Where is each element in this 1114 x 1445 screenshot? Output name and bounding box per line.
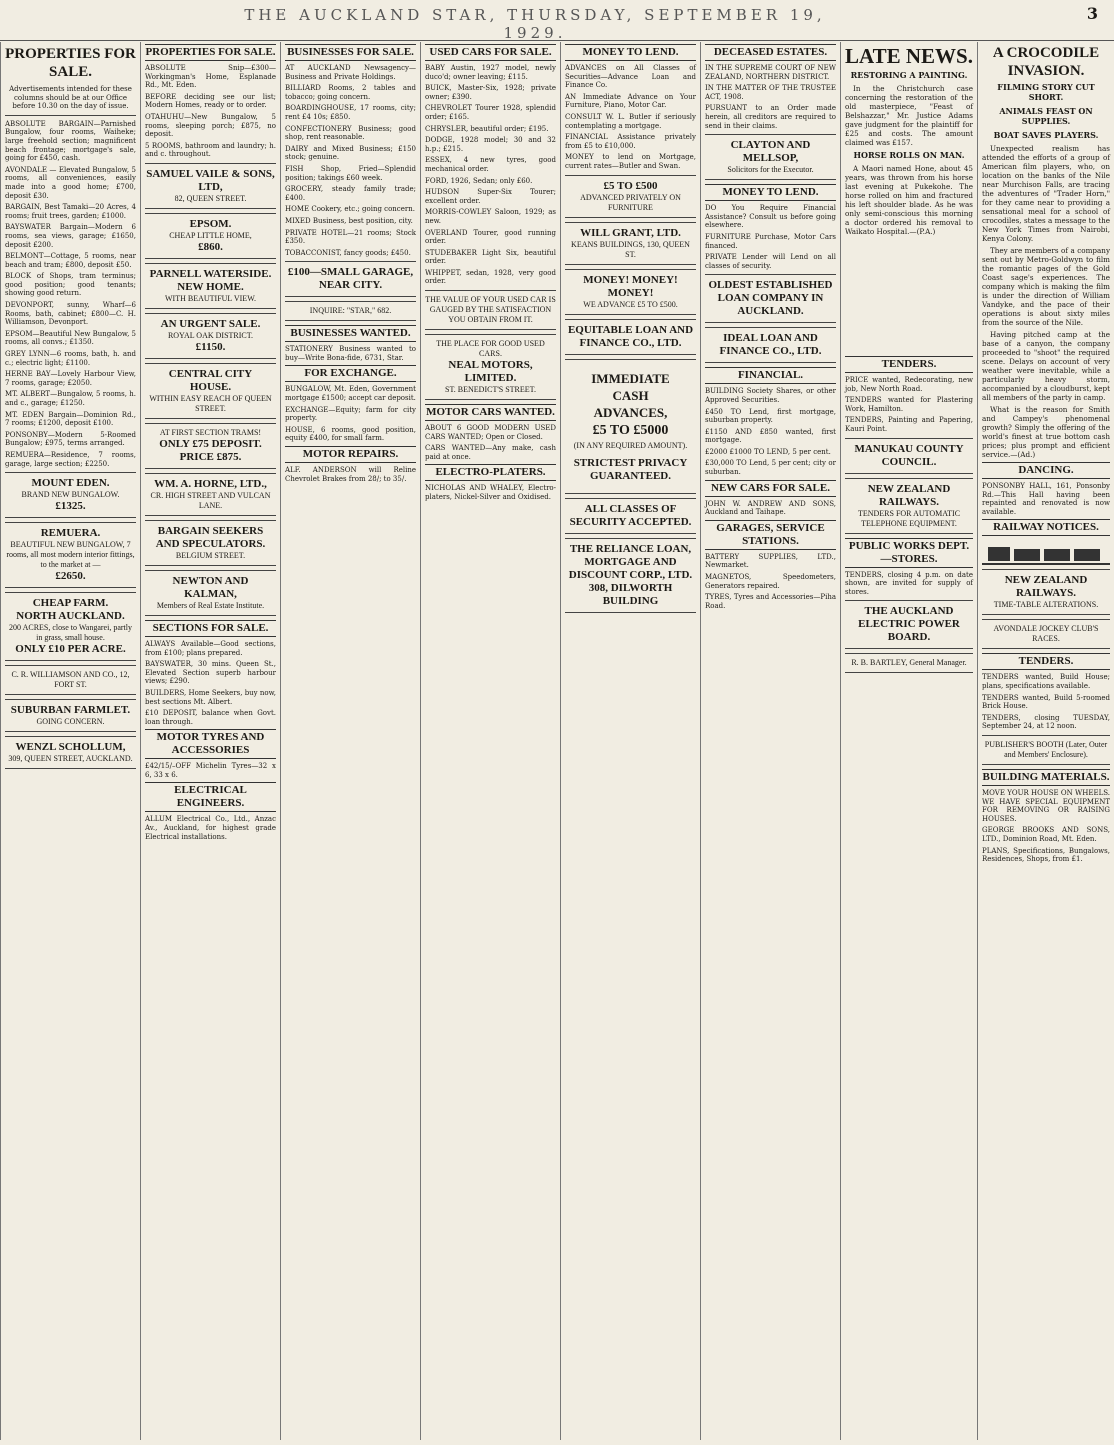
display-ad-line: NEW HOME. [177,280,244,293]
masthead [0,0,1114,41]
ad-list [705,500,836,517]
ad-list [565,64,696,171]
display-ad-neal-motors [425,334,556,400]
classified-ad: ALWAYS Available—Good sections, from £100; plans prepared. [145,639,276,657]
classified-ad: BAYSWATER, 30 mins. Queen St., Elevated Section superb harbour views; £290. [145,660,276,686]
display-ad-line: CHEAP FARM. [32,597,109,610]
classified-ad: HOUSE, 6 rooms, good position, equity £400, for small farm. [285,425,416,443]
classified-ad: £450 TO Lend, first mortgage, suburban property. [705,407,836,425]
intro-notice: Advertisements intended for these columns should be at our Office before 10.30 on the day of issue. [9,85,132,111]
classified-ad: HUDSON Super-Six Tourer; excellent order. [425,188,556,205]
display-ad-line: WITH BEAUTIFUL VIEW. [164,293,257,303]
display-ad-line: £1325. [55,500,86,513]
column-properties-2 [140,42,280,1440]
section-header: PUBLIC WORKS DEPT.—STORES. [845,538,973,568]
display-ad-small-garage [285,261,416,297]
classified-ad: TENDERS, Painting and Papering, Kauri Point. [845,416,973,433]
ad-list [145,815,276,841]
display-ad-parnell [145,263,276,309]
display-ad-line: 82, QUEEN STREET. [174,193,247,203]
classified-ad: BELMONT—Cottage, 5 rooms, near beach and tram; £800, deposit £50. [5,252,136,269]
news-subhead: HORSE ROLLS ON MAN. [853,150,965,160]
display-ad-line: BEAUTIFUL NEW BUNGALOW, 7 rooms, all most modern interior fittings, to the market at — [6,540,135,570]
display-ad-suburban-farmlet [5,699,136,732]
classified-ad: FURNITURE Purchase, Motor Cars financed. [705,232,836,250]
display-ad-line: £2650. [55,570,86,583]
display-ad-money [565,269,696,315]
column-businesses [280,42,420,1440]
section-header: BUILDING MATERIALS. [982,769,1110,786]
display-ad-line: £5 TO £5000 [592,422,669,438]
display-ad-line: AT FIRST SECTION TRAMS! [159,427,262,437]
news-paragraph: They are members of a company sent out by Metro-Goldwyn to film the romantic pages of the Gold Coast sage's experiences. The company which is making the film is under the direction of William Vandyke, and the pace of their operations is about sixty miles from the source of the Nile. [982,246,1110,327]
classified-ad: MT. EDEN Bargain—Dominion Rd., 7 rooms; £1200, deposit £100. [5,410,136,428]
display-ad-clayton-mellsop [705,134,836,180]
classified-ad: EXCHANGE—Equity; farm for city property. [285,405,416,423]
display-ad-line: NORTH AUCKLAND. [16,610,125,623]
classified-ad: TOBACCONIST, fancy goods; £450. [285,248,411,257]
display-ad-line: IDEAL LOAN AND FINANCE CO., LTD. [719,332,822,358]
classified-ad: MONEY to lend on Mortgage, current rates—Butler and Swan. [565,153,696,170]
classified-ad: BUNGALOW, Mt. Eden, Government mortgage £1500; accept car deposit. [285,385,416,403]
ad-list [5,120,136,468]
classified-ad: MIXED Business, best position, city. [285,216,413,225]
classified-ad: TENDERS, closing 4 p.m. on date shown, are invited for supply of stores. [845,570,973,596]
display-ad-line: R. B. BARTLEY, General Manager. [851,658,967,668]
classified-ad: BOARDINGHOUSE, 17 rooms, city; rent £4 10s; £850. [285,104,416,121]
display-ad-line: THE VALUE OF YOUR USED CAR IS GAUGED BY THE SATISFACTION YOU OBTAIN FROM IT. [425,295,556,325]
classified-ad: TENDERS wanted for Plastering Work, Hamilton. [845,396,973,413]
section-header: SECTIONS FOR SALE. [145,620,276,637]
classified-ad: FORD, 1926, Sedan; only £60. [425,176,533,185]
ad-list [705,64,836,130]
display-ad-line: WITHIN EASY REACH OF QUEEN STREET. [149,393,272,413]
classified-ad: TENDERS wanted, Build House; plans, specifications available. [982,673,1110,690]
ad-list [145,762,276,779]
section-header: USED CARS FOR SALE. [425,44,556,61]
display-ad-line: WILL GRANT, LTD. [580,226,681,239]
classified-ad: £1150 AND £850 wanted, first mortgage. [705,427,836,445]
section-header: BUSINESSES FOR SALE. [285,44,416,61]
classified-ad: PLANS, Specifications, Bungalows, Residences, Shops, from £1. [982,846,1110,864]
display-ad-line: ROYAL OAK DISTRICT. [167,330,254,340]
display-ad-central-city [145,363,276,419]
display-ad-reliance [565,538,696,613]
section-header: MOTOR REPAIRS. [285,446,416,463]
display-ad-line: TIME-TABLE ALTERATIONS. [993,600,1099,610]
section-header: TENDERS. [845,356,973,373]
display-ad-line: TENDERS FOR AUTOMATIC TELEPHONE EQUIPMENT. [857,508,961,528]
section-header: NEW CARS FOR SALE. [705,480,836,497]
display-ad-line: CENTRAL CITY [168,367,253,380]
classified-ad: MORRIS-COWLEY Saloon, 1929; as new. [425,208,556,225]
section-header: PROPERTIES FOR SALE. [145,44,276,61]
classified-ad: IN THE MATTER OF THE TRUSTEE ACT, 1908. [705,84,836,101]
display-ad-equitable [565,319,696,355]
news-paragraph: A Maori named Hone, about 45 years, was thrown from his horse last evening at Pukekohe. The horse rolled on him and fractured his left shoulder blade. As he was only semi-conscious this morning a doctor ordered his removal to Waikato Hospital.—(P.A.) [845,164,973,236]
display-ad-used-car-value [425,290,556,330]
section-header: MOTOR TYRES AND ACCESSORIES [145,729,276,759]
ad-list [705,387,836,476]
classified-ad: PONSONBY—Modern 5-Roomed Bungalow; £975, terms arranged. [5,430,136,448]
column-late-news [840,42,977,1440]
classified-ad: IN THE SUPREME COURT OF NEW ZEALAND, NORTHERN DISTRICT. [705,64,836,81]
display-ad-line: AN URGENT SALE. [160,317,261,330]
display-ad-newton-kalman [145,570,276,616]
display-ad-bargain [145,520,276,566]
display-ad-line: PRICE £875. [179,450,242,463]
display-ad-line: EQUITABLE LOAN AND FINANCE CO., LTD. [567,323,694,349]
display-ad-line: £100—SMALL GARAGE, NEAR CITY. [287,266,414,292]
news-paragraph: Unexpected realism has attended the efforts of a group of American film players, who, on location on the banks of the Nile near Murchison Falls, are tracing the adventures of "Trader Horn," for they came near to providing a sensational meal for a school of crocodiles, states a message to the New York Times from Nairobi, Kenya Colony. [982,144,1110,243]
display-ad-line: NEAL MOTORS, LIMITED. [448,359,533,385]
classified-ad: FISH Shop, Fried—Splendid position; takings £60 week. [285,164,416,182]
display-ad-line: WM. A. HORNE, LTD., [154,477,267,490]
display-ad-line: MONEY! MONEY! MONEY! [583,273,678,299]
classified-ad: GROCERY, steady family trade; £400. [285,185,416,202]
section-header: RAILWAY NOTICES. [982,519,1110,536]
news-paragraph: In the Christchurch case concerning the restoration of the old masterpiece, "Feast of Belshazzar," Mr. Justice Adams gave judgment for the plaintiff for £25 and costs. The amount claimed was £157. [845,84,973,147]
display-ad-line: Members of Real Estate Institute. [156,600,265,610]
display-ad-ideal-loan [705,327,836,363]
classified-ad: NICHOLAS AND WHALEY, Electro-platers, Nickel-Silver and Oxidised. [425,484,556,502]
display-ad-schollum [5,736,136,769]
display-ad-line: AVONDALE JOCKEY CLUB'S RACES. [993,624,1099,644]
classified-ad: BATTERY SUPPLIES, LTD., Newmarket. [705,552,836,570]
display-ad-line: 200 ACRES, close to Wangarei, partly in grass, small house. [9,623,132,643]
late-news-subhead: RESTORING A PAINTING. [850,70,968,80]
display-ad-line: NEW ZEALAND RAILWAYS. [1004,574,1088,600]
display-ad-line: CASH [612,387,649,403]
ad-list [705,204,836,270]
display-ad-line: CR. HIGH STREET AND VULCAN LANE. [150,490,271,510]
display-ad-line: THE RELIANCE LOAN, MORTGAGE AND DISCOUNT CORP., LTD. [568,542,693,581]
display-ad-line: (IN ANY REQUIRED AMOUNT). [573,440,688,450]
display-ad-line: REMUERA. [40,527,101,540]
section-header: DANCING. [982,462,1110,479]
classified-ad: BILLIARD Rooms, 2 tables and tobacco; going concern. [285,84,416,101]
display-ad-line: GOING CONCERN. [36,717,105,727]
section-header: PROPERTIES FOR SALE. [5,46,136,80]
display-ad-line: £1150. [195,340,226,353]
ad-list [285,345,416,362]
display-ad-epsom [145,213,276,259]
classified-ad: STUDEBAKER Light Six, beautiful order. [425,248,556,266]
display-ad-line: CHEAP LITTLE HOME, [169,230,252,240]
display-ad-line: SAMUEL VAILE & SONS, LTD, [146,167,275,193]
ad-list [285,64,416,257]
classified-ad: £2000 £1000 TO LEND, 5 per cent. [705,447,831,456]
section-header: FINANCIAL. [705,367,836,384]
classified-ad: ADVANCES on All Classes of Securities—Advance Loan and Finance Co. [565,64,696,90]
classified-ad: OVERLAND Tourer, good running order. [425,228,556,246]
classified-ad: JOHN W. ANDREW AND SONS, Auckland and Taihape. [705,499,836,517]
classified-ad: HOME Cookery, etc.; going concern. [285,205,415,214]
classified-ad: BUILDERS, Home Seekers, buy now, best sections Mt. Albert. [145,688,276,706]
display-ad-immediate-cash [565,359,696,494]
classified-ad: BUILDING Society Shares, or other Approved Securities. [705,387,836,404]
display-ad-line: NEWTON AND KALMAN, [172,574,249,600]
classified-ad: WHIPPET, sedan, 1928, very good order. [425,268,556,286]
classified-ad: PURSUANT to an Order made herein, all creditors are required to send in their claims. [705,104,836,130]
classified-ad: CHEVROLET Tourer 1928, splendid order; £165. [425,104,556,121]
ad-list [425,424,556,461]
display-ad-williamson [5,665,136,695]
display-ad-line: ADVANCES, [593,404,668,420]
classified-ad: FINANCIAL Assistance privately from £5 to £10,000. [565,133,696,150]
classified-ad: £30,000 TO Lend, 5 per cent; city or suburban. [705,459,836,477]
classified-ad: DAIRY and Mixed Business; £150 stock; genuine. [285,144,416,162]
classified-ad: DO You Require Financial Assistance? Consult us before going elsewhere. [705,204,836,230]
ad-list [425,64,556,286]
classified-ad: STATIONERY Business wanted to buy—Write Bona-fide, 6731, Star. [285,345,416,362]
section-header: TENDERS. [982,653,1110,670]
display-ad-manukau [845,438,973,474]
story-subhead: ANIMALS FEAST ON SUPPLIES. [999,106,1093,126]
classified-ad: DODGE, 1928 model; 30 and 32 h.p.; £215. [425,136,556,153]
display-ad-horne [145,473,276,516]
ad-list [845,571,973,597]
display-ad-line: BELGIUM STREET. [175,550,246,560]
train-illustration [982,539,1110,565]
classified-ad: MT. ALBERT—Bungalow, 5 rooms, h. and c., garage; £1250. [5,390,136,407]
display-ad-line: EPSOM. [189,217,232,230]
classified-ad: CONSULT W. L. Butler if seriously contemplating a mortgage. [565,112,696,130]
display-ad-furniture-advance [565,175,696,218]
section-header: FOR EXCHANGE. [285,365,416,382]
display-ad-line: 309, QUEEN STREET, AUCKLAND. [8,754,133,764]
classified-ad: BLOCK of Shops, tram terminus; good position; good tenants; showing good return. [5,272,136,298]
ad-list [845,376,973,434]
display-ad-royal-oak [145,313,276,359]
column-deceased-estates [700,42,840,1440]
display-ad-line: PUBLISHER'S BOOTH (Later, Outer and Members' Enclosure). [984,739,1108,759]
display-ad-line: THE AUCKLAND ELECTRIC POWER BOARD. [858,605,960,644]
display-ad-line: HOUSE. [189,380,232,393]
display-ad-line: 308, DILWORTH BUILDING [588,581,673,607]
display-ad-oldest-loan [705,274,836,323]
classified-ad: HERNE BAY—Lovely Harbour View, 7 rooms, garage; £2050. [5,370,136,387]
story-subhead: BOAT SAVES PLAYERS. [993,130,1099,140]
classified-ad: GEORGE BROOKS AND SONS, LTD., Dominion Road, Mt. Eden. [982,826,1110,843]
display-ad-line: WE ADVANCE £5 TO £500. [583,299,678,309]
display-ad-mount-eden [5,472,136,518]
classified-ad: AVONDALE — Elevated Bungalow, 5 rooms, all conveniences, easily made into a good home; £700, deposit £30. [5,165,136,200]
classified-ad: ABSOLUTE Snip—£300—Workingman's Home, Esplanade Rd., Mt. Eden. [145,64,276,90]
display-ad-line: INQUIRE: "STAR," 682. [309,306,392,316]
column-used-cars [420,42,560,1440]
classified-ad: BAYSWATER Bargain—Modern 6 rooms, sea views, garage; £1650, deposit £200. [5,223,136,249]
display-ad-line: IMMEDIATE [591,370,670,386]
column-crocodile [977,42,1114,1440]
display-ad-electric-power-board [845,600,973,649]
display-ad-line: BRAND NEW BUNGALOW. [21,490,120,500]
classified-ad: PONSONBY HALL, 161, Ponsonby Rd.—This Hall having been repainted and renovated is now available. [982,482,1110,516]
classified-ad: ABOUT 6 GOOD MODERN USED CARS WANTED; Open or Closed. [425,424,556,441]
display-ad-vaile [145,163,276,209]
classified-ad: TENDERS, closing TUESDAY, September 24, at 12 noon. [982,713,1110,731]
display-ad-line: ALL CLASSES OF SECURITY ACCEPTED. [569,502,692,528]
display-ad-line: MANUKAU COUNTY COUNCIL. [854,442,964,468]
display-ad-line: ST. BENEDICT'S STREET. [445,385,536,395]
ad-list [705,553,836,611]
page-number: 3 [1086,4,1098,23]
display-ad-avondale-races [982,619,1110,649]
column-properties-1 [0,42,140,1440]
column-money-to-lend [560,42,700,1440]
classified-ad: OTAHUHU—New Bungalow, 5 rooms, sleeping porch; £875, no deposit. [145,112,276,139]
display-ad-bartley [845,653,973,673]
section-header: MOTOR CARS WANTED. [425,404,556,421]
classified-ad: TYRES, Tyres and Accessories—Piha Road. [705,593,836,610]
classified-ad: MOVE YOUR HOUSE ON WHEELS. WE HAVE SPECIAL EQUIPMENT FOR REMOVING OR RAISING HOUSES. [982,788,1110,823]
display-ad-line: MOUNT EDEN. [31,477,110,490]
classified-ad: PRICE wanted, Redecorating, new job, New North Road. [845,376,973,393]
display-ad-line: Solicitors for the Executor. [727,165,814,175]
display-ad-line: C. R. WILLIAMSON AND CO., 12, FORT ST. [11,670,130,690]
display-ad-nz-railways-tenders [845,478,973,534]
newspaper-title: THE AUCKLAND STAR, THURSDAY, SEPTEMBER 19, 1929. [244,6,826,42]
display-ad-line: BARGAIN SEEKERS AND SPECULATORS. [155,524,266,550]
news-paragraph: What is the reason for Smith and Campey's phenomenal growth? Simply the offering of the world's finest at true bottom cash prices; plus prompt and efficient service.—(Ad.) [982,405,1110,459]
classified-ad: TENDERS wanted, Build 5-roomed Brick House. [982,693,1110,711]
classified-ad: REMUERA—Residence, 7 rooms, garage, large section; £2250. [5,450,136,468]
classified-ad: MAGNETOS, Speedometers, Generators repaired. [705,573,836,590]
classified-ad: CARS WANTED—Any make, cash paid at once. [425,444,556,461]
classified-ad: £42/15/–OFF Michelin Tyres—32 x 6, 33 x 6. [145,762,276,779]
section-header: GARAGES, SERVICE STATIONS. [705,520,836,550]
ad-list [982,789,1110,864]
section-header: ELECTRICAL ENGINEERS. [145,782,276,812]
ad-list [425,484,556,501]
display-ad-nz-railways [982,569,1110,615]
display-ad-all-classes [565,498,696,534]
classified-ad: 5 ROOMS, bathroom and laundry; h. and c. throughout. [145,141,276,159]
display-ad-line: £5 TO £500 [603,179,658,192]
classified-ad: DEVONPORT, sunny, Wharf—6 Rooms, bath, cabinet; £800—C. H. Williamson, Devonport. [5,301,136,327]
display-ad-line: PARNELL WATERSIDE. [149,267,272,280]
classified-ad: AN Immediate Advance on Your Furniture, Piano, Motor Car. [565,92,696,110]
display-ad-line: SUBURBAN FARMLET. [10,704,131,717]
late-news-title: LATE NEWS. [845,44,973,68]
classified-ad: EPSOM—Beautiful New Bungalow, 5 rooms, all convs.; £1350. [5,329,136,347]
classified-ad: ESSEX, 4 new tyres, good mechanical order. [425,156,556,173]
display-ad-line: ADVANCED PRIVATELY ON FURNITURE [580,192,681,212]
display-ad-line: NEW ZEALAND RAILWAYS. [867,482,951,508]
classified-ad: £10 DEPOSIT, balance when Govt. loan through. [145,709,276,726]
display-ad-line: STRICTEST PRIVACY GUARANTEED. [573,456,688,482]
section-header: ELECTRO-PLATERS. [425,464,556,481]
story-subhead: FILMING STORY CUT SHORT. [997,82,1095,102]
classified-ad: BABY Austin, 1927 model, newly duco'd; owner leaving; £115. [425,64,556,81]
section-header: DECEASED ESTATES. [705,44,836,61]
ad-list [145,64,276,159]
classified-ad: PRIVATE Lender will Lend on all classes of security. [705,253,836,270]
ad-list [982,673,1110,731]
section-header: BUSINESSES WANTED. [285,325,416,342]
display-ad-publishers-booth [982,735,1110,765]
classified-ad: ALLUM Electrical Co., Ltd., Anzac Av., Auckland, for highest grade Electrical installations. [145,815,276,841]
story-title: A CROCODILE INVASION. [992,45,1100,79]
classified-ad: ALF. ANDERSON will Reline Chevrolet Brakes from 28/; to 35/. [285,466,416,483]
ad-list [285,385,416,443]
section-header: MONEY TO LEND. [565,44,696,61]
classified-ad: CHRYSLER, beautiful order; £195. [425,124,549,133]
display-ad-line: OLDEST ESTABLISHED LOAN COMPANY IN AUCKLAND. [708,279,833,318]
display-ad-line: WENZL SCHOLLUM, [15,741,126,754]
display-ad-line: THE PLACE FOR GOOD USED CARS. [436,339,545,359]
classified-ad: CONFECTIONERY Business; good shop, rent reasonable. [285,124,416,142]
display-ad-first-section [145,423,276,469]
ad-list [982,482,1110,516]
display-ad-remuera [5,522,136,588]
story-body [982,144,1110,459]
display-ad-line: ONLY £10 PER ACRE. [15,643,126,656]
display-ad-line: £860. [198,240,223,253]
news-paragraph: Having pitched camp at the base of a canyon, the company proceeded to "shoot" the required scene. Delays on account of very weather were inevitable, while a particularly heavy storm, accompanied by a cloudburst, kept all members of the party in camp. [982,330,1110,402]
classified-ad: BARGAIN, Best Tamaki—20 Acres, 4 rooms; fruit trees, garden; £1000. [5,203,136,220]
classified-ad: GREY LYNN—6 rooms, bath, h. and c.; electric light; £1100. [5,350,136,367]
classified-ad: PRIVATE HOTEL—21 rooms; Stock £350. [285,228,416,246]
classified-ad: BUICK, Master-Six, 1928; private owner; £390. [425,84,556,101]
display-ad-line: CLAYTON AND MELLSOP, [730,139,811,165]
display-ad-cheap-farm [5,592,136,661]
classified-ad: BEFORE deciding see our list; Modern Homes, ready or to order. [145,92,276,110]
classified-ad: AT AUCKLAND Newsagency—Business and Private Holdings. [285,64,416,81]
display-ad-line: KEANS BUILDINGS, 130, QUEEN ST. [571,239,690,259]
classified-ad: ABSOLUTE BARGAIN—Parnished Bungalow, four rooms, Waiheke; large freehold section; magnificent beach frontage; mortgage's sale, going for £450, cash. [5,119,136,163]
ad-list [145,640,276,726]
ad-list [285,466,416,483]
display-ad-inquire [285,301,416,321]
display-ad-will-grant [565,222,696,265]
section-header: MONEY TO LEND. [705,184,836,201]
display-ad-line: ONLY £75 DEPOSIT. [159,437,262,450]
